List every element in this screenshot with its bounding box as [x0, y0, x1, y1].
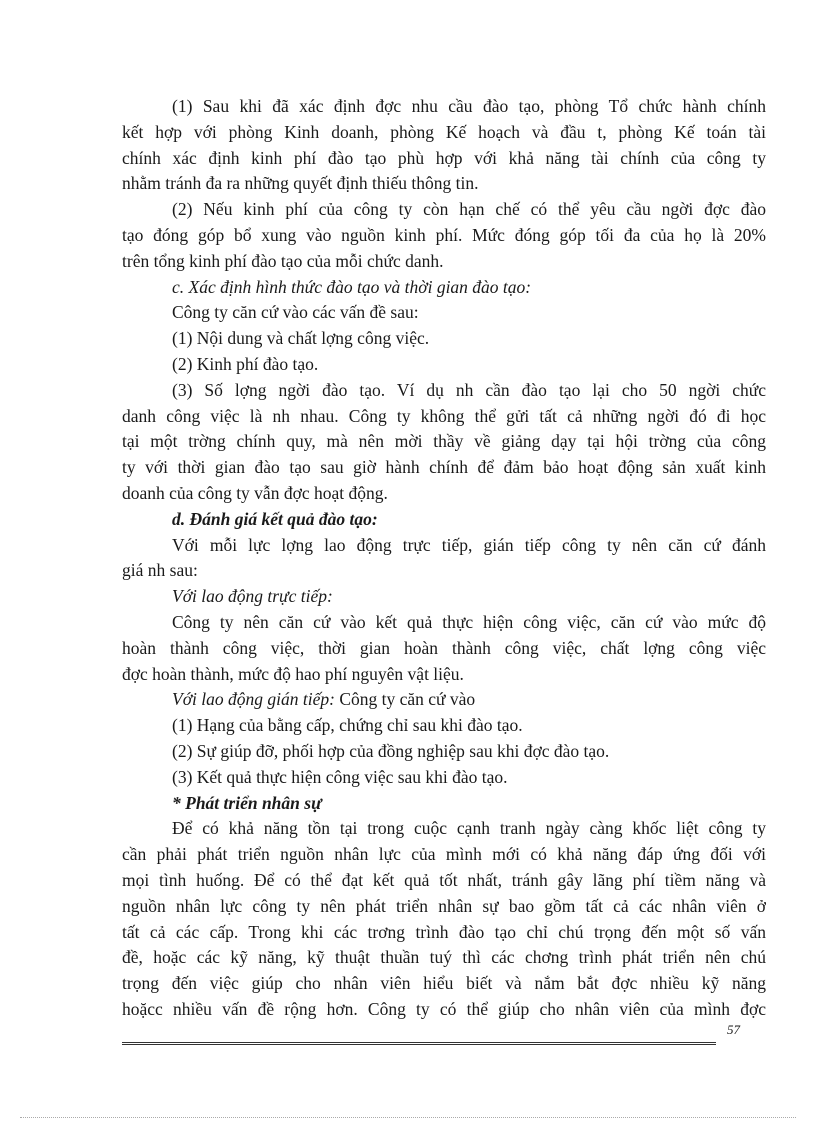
text-line: đợc hoàn thành, mức độ hao phí nguyên vật liệu. — [122, 663, 464, 684]
list-item: (2) Kinh phí đào tạo. — [172, 353, 319, 374]
text-line: tạo đóng góp bổ xung vào nguồn kinh phí. Mức đóng góp tối đa của họ là 20% — [122, 224, 766, 245]
text-line: cần phải phát triển nguồn nhân lực của mình mới có khả năng đáp ứng đối với — [122, 844, 766, 865]
text-line: ty với thời gian đào tạo sau giờ hành chính để đảm bảo hoạt động sản xuất kinh — [122, 457, 766, 478]
list-item: (1) Hạng của bằng cấp, chứng chỉ sau khi đào tạo. — [172, 715, 523, 736]
text-line: doanh của công ty vẫn đợc hoạt động. — [122, 482, 388, 503]
page-edge-divider — [20, 1117, 796, 1118]
text-line: mọi tình huống. Để có thể đạt kết quả tốt nhất, tránh gây lãng phí tiềm năng và — [122, 869, 766, 890]
list-item: (3) Số lợng ngời đào tạo. Ví dụ nh cần đào tạo lại cho 50 ngời chức — [172, 379, 766, 400]
text-line: trên tổng kinh phí đào tạo của mỗi chức danh. — [122, 250, 444, 271]
list-item: (1) Nội dung và chất lợng công việc. — [172, 328, 430, 349]
section-heading-c: c. Xác định hình thức đào tạo và thời gian đào tạo: — [172, 276, 532, 297]
text-line: trọng đến việc giúp cho nhân viên hiểu biết và nắm bắt đợc nhiều kỹ năng — [122, 973, 766, 994]
footer-rule — [122, 1044, 716, 1045]
text-line: tất cả các cấp. Trong khi các trơng trình đào tạo chỉ chú trọng đến một số vấn — [122, 921, 766, 942]
text-line: đề, hoặc các kỹ năng, kỹ thuật thuần tuý thì các chơng trình phát triển nên chú — [122, 947, 766, 968]
text-line: hoàn thành công việc, thời gian hoàn thành công việc, chất lợng công việc — [122, 637, 766, 658]
footer-rule — [122, 1042, 716, 1043]
page-number: 57 — [727, 1022, 740, 1037]
section-heading-d: d. Đánh giá kết quả đào tạo: — [172, 508, 378, 529]
text-line: nguồn nhân lực công ty nên phát triển nhân sự bao gồm tất cả các nhân viên ở — [122, 895, 766, 916]
text-line: tại một trờng chính quy, mà nên mời thầy về giảng dạy tại hội trờng của công — [122, 431, 766, 452]
text-line: Với mỗi lực lợng lao động trực tiếp, gián tiếp công ty nên căn cứ đánh — [172, 534, 766, 555]
text-line: nhằm tránh đa ra những quyết định thiếu thông tin. — [122, 173, 479, 194]
subheading-indirect: Với lao động gián tiếp: — [172, 689, 335, 710]
subheading-direct: Với lao động trực tiếp: — [172, 586, 333, 607]
list-item: (2) Sự giúp đỡ, phối hợp của đồng nghiệp sau khi đợc đào tạo. — [172, 740, 610, 761]
text-line: (1) Sau khi đã xác định đợc nhu cầu đào tạo, phòng Tổ chức hành chính — [172, 96, 766, 116]
list-item: (3) Kết quả thực hiện công việc sau khi đào tạo. — [172, 766, 508, 787]
text-line: giá nh sau: — [122, 560, 198, 581]
section-heading-development: * Phát triển nhân sự — [172, 792, 322, 813]
text-line: hoặcc nhiều vấn đề rộng hơn. Công ty có thể giúp cho nhân viên của mình đợc — [122, 998, 766, 1019]
text-line — [122, 687, 766, 713]
text-line: chính xác định kinh phí đào tạo phù hợp với khả năng tài chính của công ty — [122, 147, 766, 168]
text-line: Công ty nên căn cứ vào kết quả thực hiện công việc, căn cứ vào mức độ — [172, 611, 766, 632]
text-line: (2) Nếu kinh phí của công ty còn hạn chế có thể yêu cầu ngời đợc đào — [172, 199, 766, 220]
text-line: Để có khả năng tồn tại trong cuộc cạnh tranh ngày càng khốc liệt công ty — [172, 818, 766, 839]
text-line: danh công việc là nh nhau. Công ty không thể gửi tất cả những ngời đó đi học — [122, 405, 766, 426]
page-body — [122, 94, 766, 1023]
text-line: Công ty căn cứ vào các vấn đề sau: — [172, 302, 419, 323]
text-line: kết hợp với phòng Kinh doanh, phòng Kế hoạch và đầu t, phòng Kế toán tài — [122, 121, 766, 142]
indirect-tail: Công ty căn cứ vào — [334, 689, 476, 710]
